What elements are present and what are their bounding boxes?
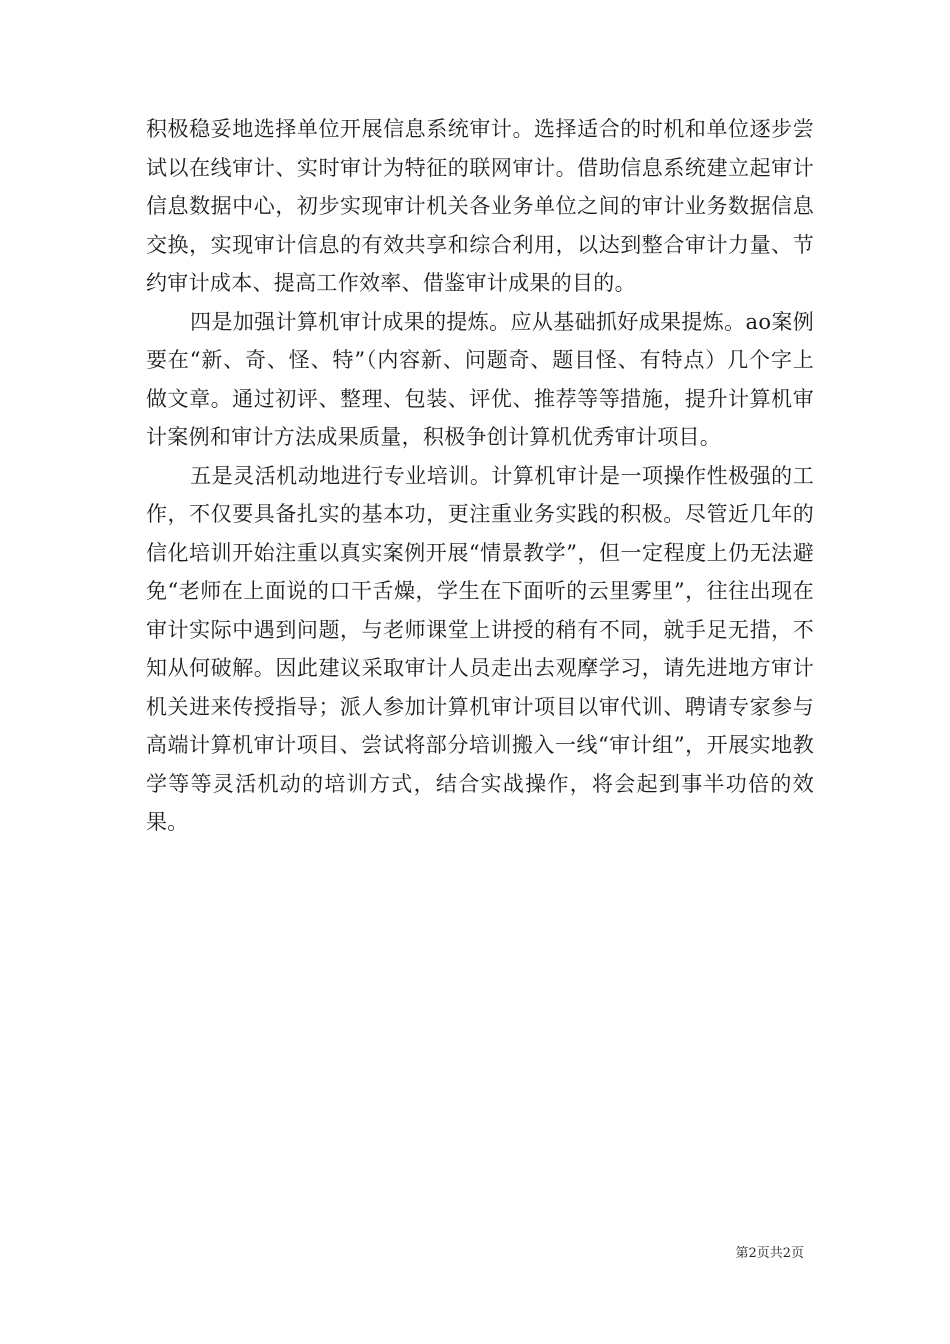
paragraph-continuation: 积极稳妥地选择单位开展信息系统审计。选择适合的时机和单位逐步尝试以在线审计、实时审计为特征的联网审计。借助信息系统建立起审计信息数据中心，初步实现审计机关各业务单位之间的审计业务数据信息交换，实现审计信息的有效共享和综合利用，以达到整合审计力量、节约审计成本、提高工作效率、借鉴审计成果的目的。: [146, 117, 814, 295]
paragraph-point-five: 五是灵活机动地进行专业培训。计算机审计是一项操作性极强的工作，不仅要具备扎实的基本功，更注重业务实践的积极。尽管近几年的信化培训开始注重以真实案例开展“情景教学”，但一定程度上仍无法避免“老师在上面说的口干舌燥，学生在下面听的云里雾里”，往往出现在审计实际中遇到问题，与老师课堂上讲授的稍有不同，就手足无措，不知从何破解。因此建议采取审计人员走出去观摩学习，请先进地方审计机关进来传授指导；派人参加计算机审计项目以审代训、聘请专家参与高端计算机审计项目、尝试将部分培训搬入一线“审计组”，开展实地教学等等灵活机动的培训方式，结合实战操作，将会起到事半功倍的效果。: [146, 463, 814, 834]
paragraph-point-four: 四是加强计算机审计成果的提炼。应从基础抓好成果提炼。ao案例要在“新、奇、怪、特”（内容新、问题奇、题目怪、有特点）几个字上做文章。通过初评、整理、包装、评优、推荐等等措施，提升计算机审计案例和审计方法成果质量，积极争创计算机优秀审计项目。: [146, 309, 814, 449]
document-body: [146, 110, 814, 842]
page-number-footer: 第2页共2页: [735, 1246, 804, 1261]
